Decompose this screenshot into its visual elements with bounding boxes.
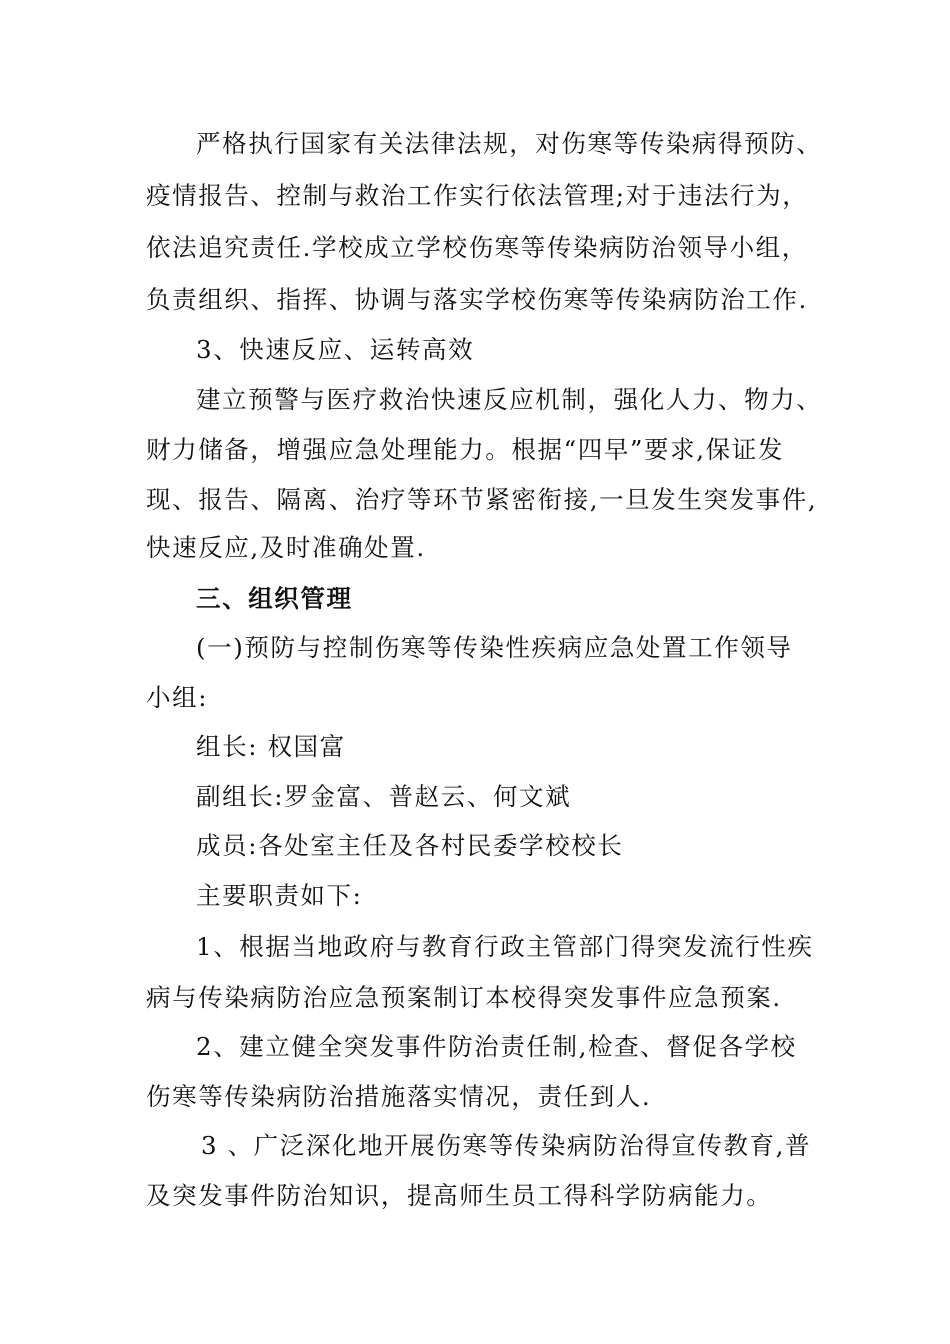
paragraph-line: 快速反应,及时准确处置. xyxy=(146,533,426,562)
paragraph-line: 1、根据当地政府与教育行政主管部门得突发流行性疾 xyxy=(196,932,814,961)
subheading-line: 3、快速反应、运转高效 xyxy=(196,335,475,364)
paragraph-line: 财力储备，增强应急处理能力。根据“四早”要求,保证发 xyxy=(146,435,784,464)
paragraph-line: 严格执行国家有关法律法规，对伤寒等传染病得预防、 xyxy=(196,129,823,158)
paragraph-line: 疫情报告、控制与救治工作实行依法管理;对于违法行为， xyxy=(146,181,809,210)
paragraph-line: 小组: xyxy=(146,683,209,712)
paragraph-line: 3 、广泛深化地开展伤寒等传染病防治得宣传教育,普 xyxy=(201,1131,812,1160)
paragraph-line: 2、建立健全突发事件防治责任制,检查、督促各学校 xyxy=(196,1032,797,1061)
paragraph-line: 病与传染病防治应急预案制订本校得突发事件应急预案. xyxy=(146,983,782,1012)
deputy-leader-line: 副组长:罗金富、普赵云、何文斌 xyxy=(196,782,572,811)
duties-heading-line: 主要职责如下: xyxy=(196,881,363,910)
team-leader-line: 组长: 权国富 xyxy=(196,732,346,761)
section-heading: 三、组织管理 xyxy=(196,584,353,613)
paragraph-line: 依法追究责任.学校成立学校伤寒等传染病防治领导小组， xyxy=(146,233,808,262)
members-line: 成员:各处室主任及各村民委学校校长 xyxy=(196,831,624,860)
paragraph-line: 负责组织、指挥、协调与落实学校伤寒等传染病防治工作. xyxy=(146,285,808,314)
paragraph-line: 及突发事件防治知识，提高师生员工得科学防病能力。 xyxy=(146,1181,773,1210)
paragraph-line: 建立预警与医疗救治快速反应机制，强化人力、物力、 xyxy=(196,385,823,414)
paragraph-line: 伤寒等传染病防治措施落实情况，责任到人. xyxy=(146,1082,652,1111)
paragraph-line: 现、报告、隔离、治疗等环节紧密衔接,一旦发生突发事件, xyxy=(146,485,818,514)
paragraph-line: (一)预防与控制伤寒等传染性疾病应急处置工作领导 xyxy=(196,633,793,662)
